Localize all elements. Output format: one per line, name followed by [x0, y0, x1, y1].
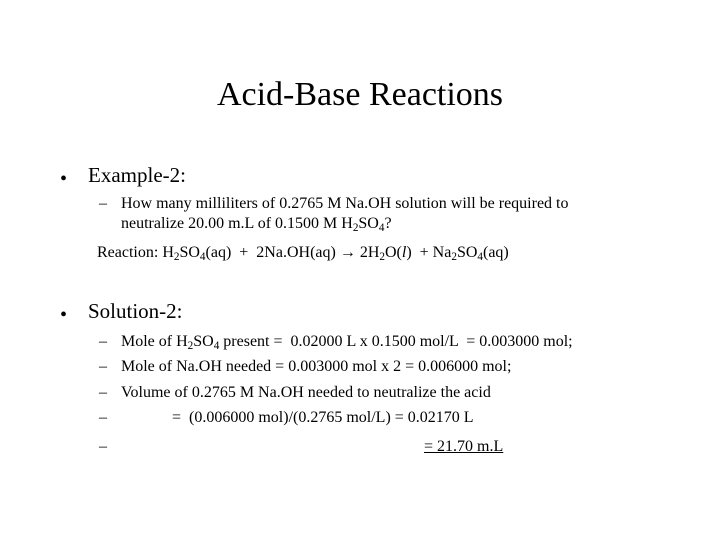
dash-marker: – [99, 195, 107, 212]
solution-line-1: Mole of $H_2SO_4$ present = 0.02000 L x 0.1500 mol/L = 0.003000 mol; [121, 333, 573, 352]
page-title: Acid-Base Reactions [216, 76, 504, 113]
dash-marker: – [99, 333, 107, 350]
reaction-arrow-icon: → [339, 244, 356, 261]
question-line-2: neutralize 20.00 m.L of 0.1500 M $H_2SO_4$? [121, 215, 392, 234]
question-line-1: How many milliliters of 0.2765 M Na.OH solution will be required to [121, 195, 569, 212]
dash-marker: – [99, 438, 107, 455]
dash-marker: – [99, 358, 107, 375]
dash-marker: – [99, 384, 107, 401]
solution-line-4: = (0.006000 mol)/(0.2765 mol/L) = 0.02170 L [172, 409, 474, 426]
dash-marker: – [99, 409, 107, 426]
solution-line-5 [424, 438, 503, 456]
final-answer: = 21.70 m.L [424, 438, 504, 455]
bullet-marker: • [60, 168, 68, 190]
reaction-equation: Reaction: $H_2SO_4(aq) + 2Na.OH(aq) \to 2H_2O(l) + Na_2SO_4(aq)$ [97, 244, 509, 263]
example-heading: Example-2: [88, 163, 186, 187]
solution-line-2: Mole of Na.OH needed = 0.003000 mol x 2 = 0.006000 mol; [121, 358, 512, 375]
solution-heading: Solution-2: [88, 299, 183, 323]
solution-line-3: Volume of 0.2765 M Na.OH needed to neutralize the acid [121, 384, 491, 401]
bullet-marker: • [60, 304, 68, 326]
